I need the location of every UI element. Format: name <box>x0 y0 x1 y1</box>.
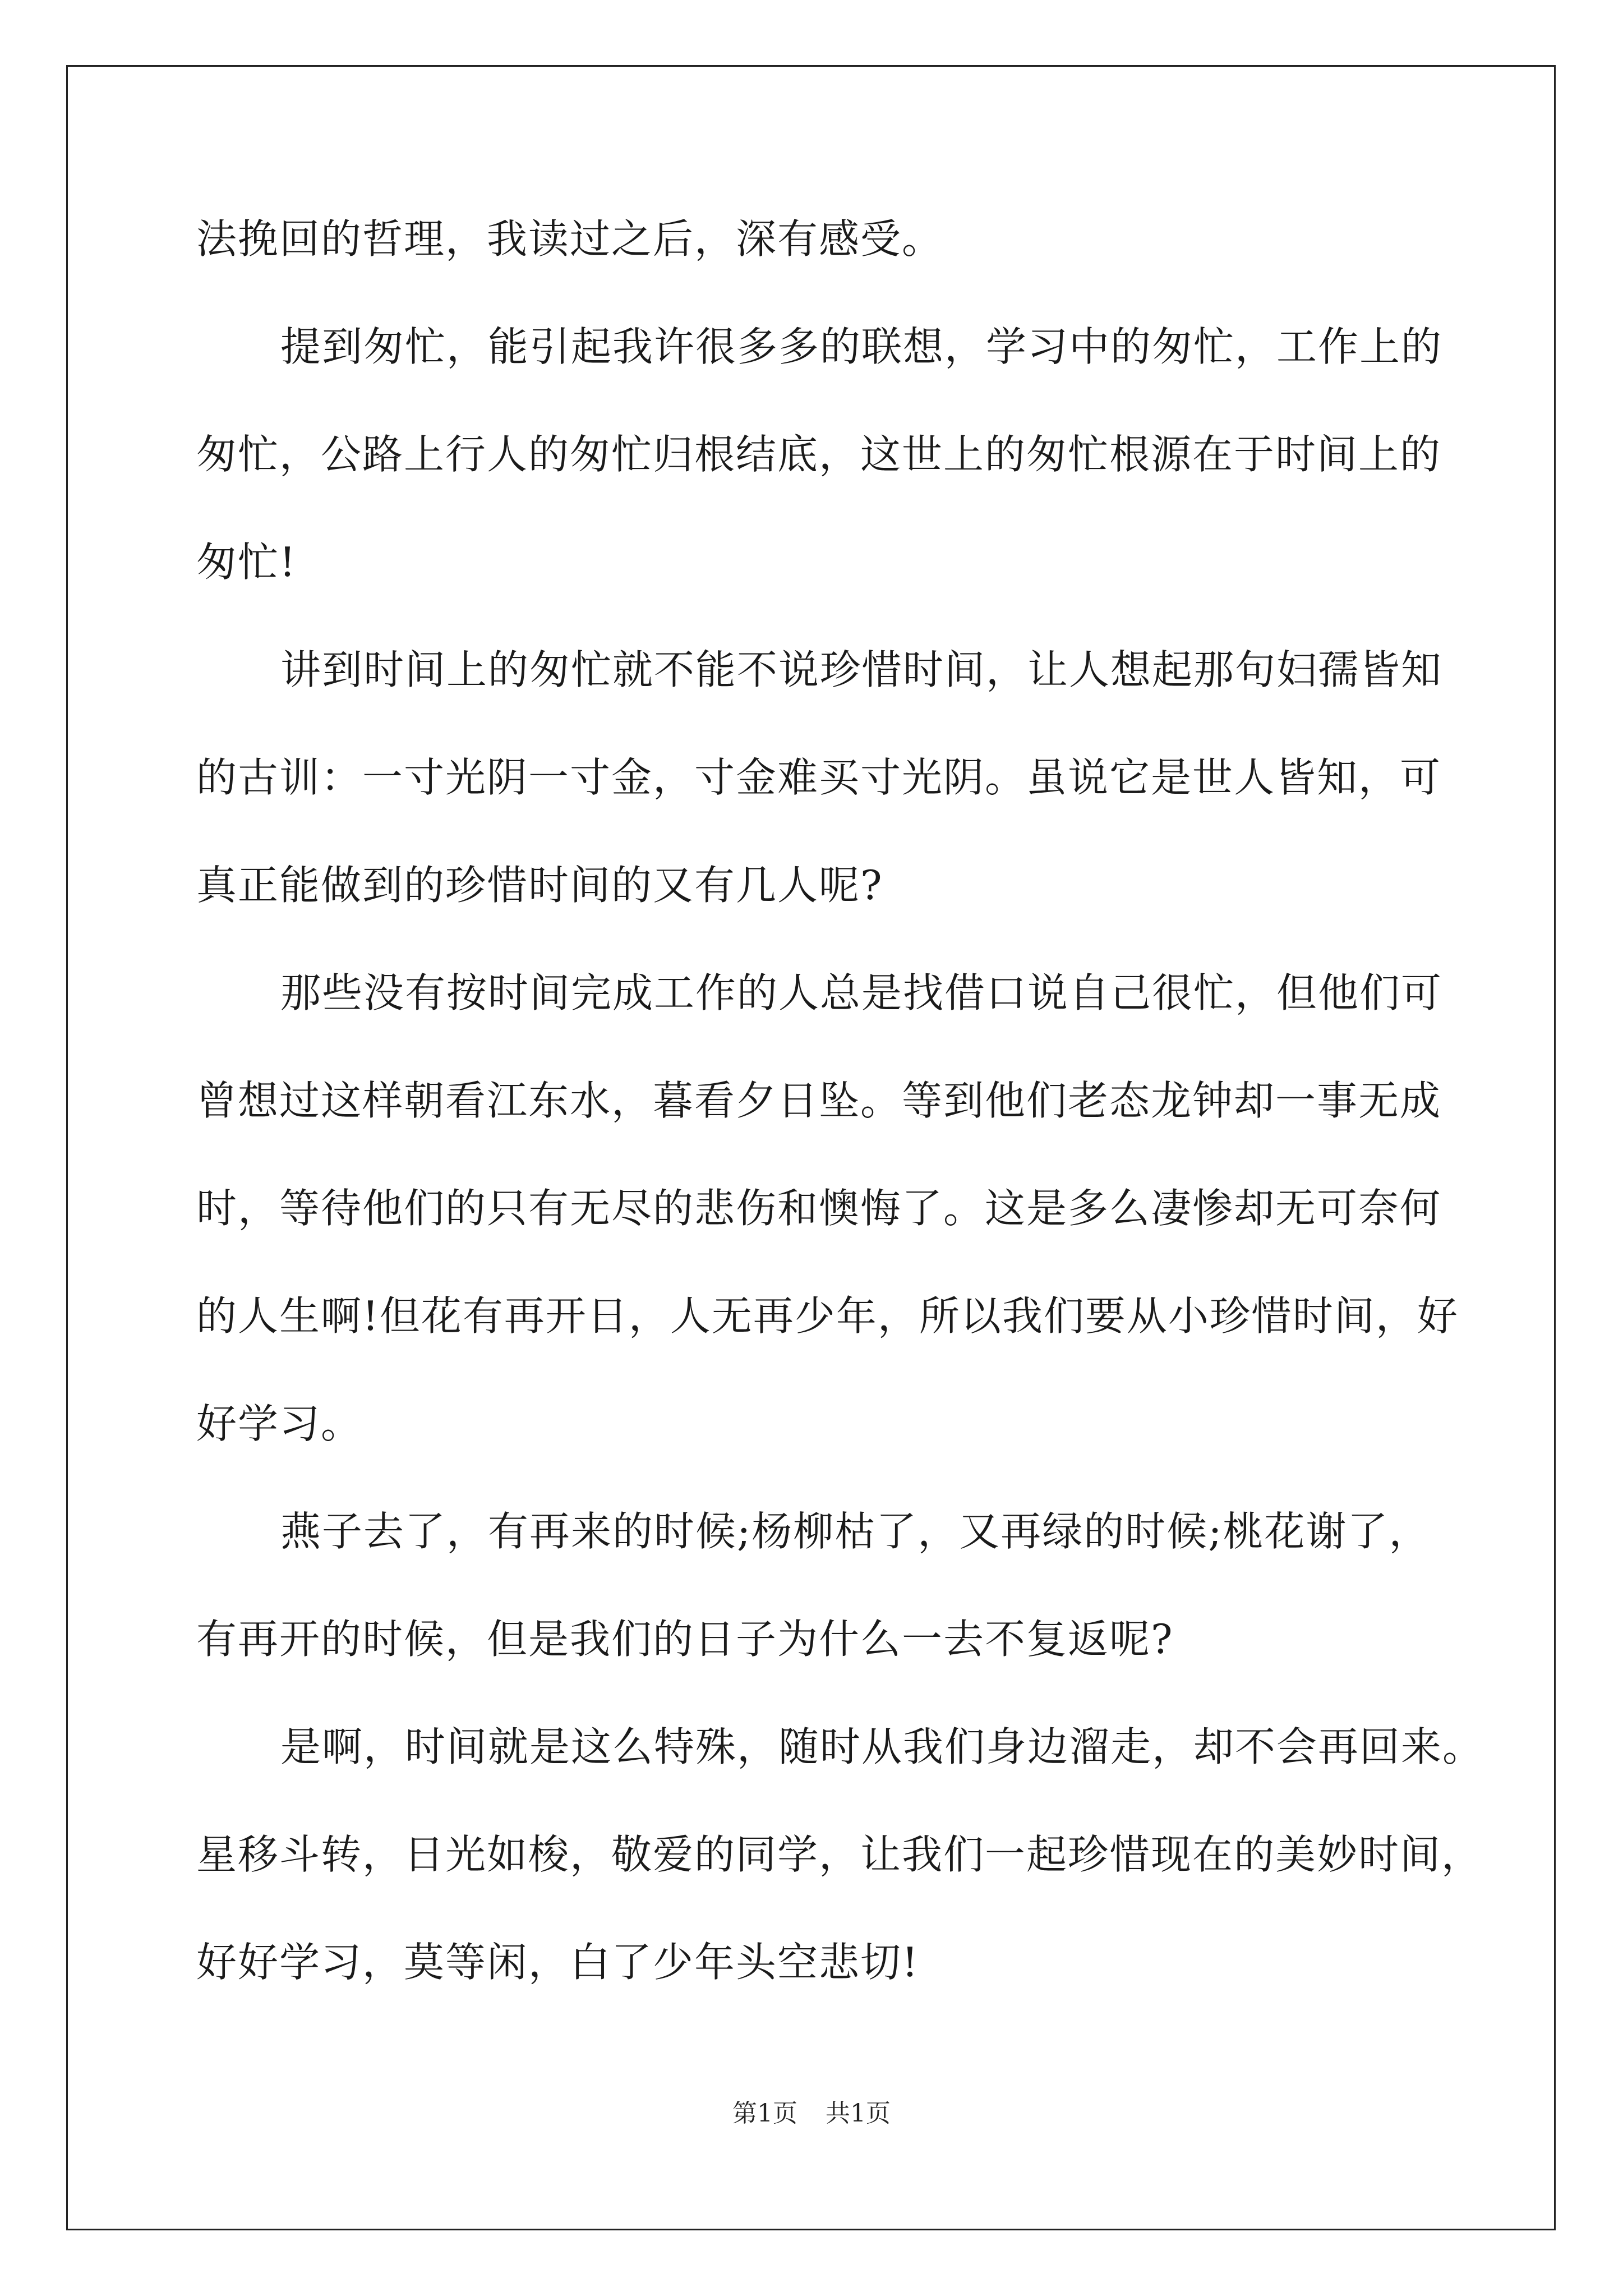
text-line: 真正能做到的珍惜时间的又有几人呢? <box>196 862 883 909</box>
text-line: 曾想过这样朝看江东水，暮看夕日坠。等到他们老态龙钟却一事无成 <box>196 1077 1442 1124</box>
text-line: 时，等待他们的只有无尽的悲伤和懊悔了。这是多么凄惨却无可奈何 <box>196 1185 1442 1232</box>
page-footer <box>0 2097 1623 2131</box>
document-body <box>196 185 1484 2016</box>
text-line: 燕子去了，有再来的时候;杨柳枯了，又再绿的时候;桃花谢了， <box>280 1508 1431 1555</box>
text-line: 有再开的时候，但是我们的日子为什么一去不复返呢? <box>196 1616 1174 1663</box>
text-line: 的人生啊!但花有再开日，人无再少年，所以我们要从小珍惜时间，好 <box>196 1292 1459 1340</box>
text-line: 提到匆忙，能引起我许很多多的联想，学习中的匆忙，工作上的 <box>280 323 1443 370</box>
text-line: 星移斗转，日光如梭，敬爱的同学，让我们一起珍惜现在的美妙时间， <box>196 1831 1483 1878</box>
text-line: 法挽回的哲理，我读过之后，深有感受。 <box>196 215 944 263</box>
text-line: 的古训：一寸光阴一寸金，寸金难买寸光阴。虽说它是世人皆知，可 <box>196 754 1442 801</box>
text-line: 是啊，时间就是这么特殊，随时从我们身边溜走，却不会再回来。 <box>280 1723 1484 1770</box>
text-line: 匆忙! <box>196 539 297 586</box>
text-line: 匆忙，公路上行人的匆忙归根结底，这世上的匆忙根源在于时间上的 <box>196 431 1442 478</box>
text-line: 那些没有按时间完成工作的人总是找借口说自己很忙，但他们可 <box>280 969 1443 1016</box>
text-line: 讲到时间上的匆忙就不能不说珍惜时间，让人想起那句妇孺皆知 <box>280 646 1443 693</box>
text-line: 好好学习，莫等闲，白了少年头空悲切! <box>196 1939 919 1986</box>
page-number-total: 共1页 <box>826 2099 891 2128</box>
text-line: 好学习。 <box>196 1400 363 1447</box>
page-number-current: 第1页 <box>732 2099 797 2128</box>
